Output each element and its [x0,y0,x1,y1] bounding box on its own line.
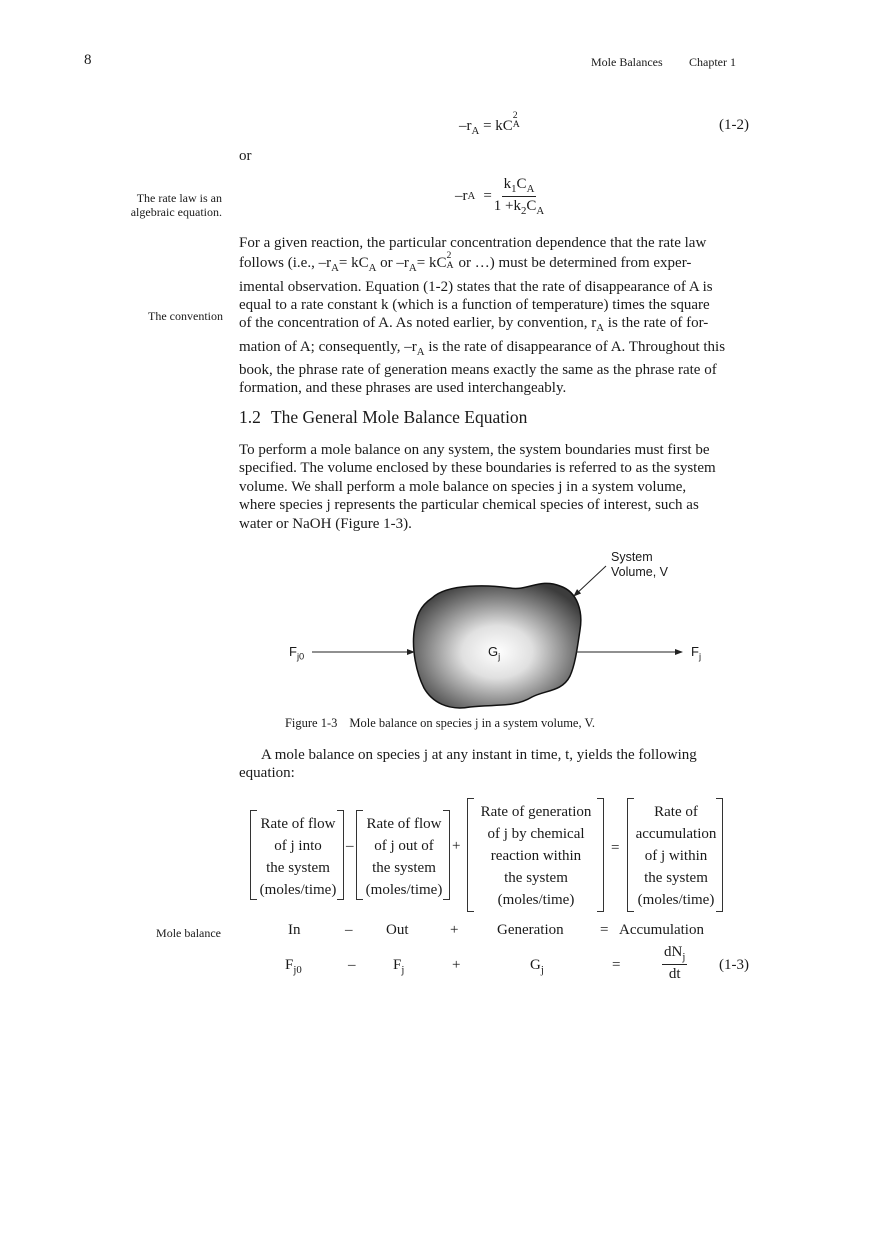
text-sub: A [408,262,417,275]
term-line: Rate of [654,804,698,820]
eq13-fraction [662,944,687,983]
eq-equals: = [479,118,496,134]
operator-minus: – [346,838,354,854]
eq13-minus: – [348,957,356,973]
eq13-sub: j [401,963,405,976]
word-equals: = [600,922,609,938]
word-plus: + [450,922,459,938]
text-seg: is the rate of disappearance of A. Throughout this [424,338,726,355]
term-outflow [358,813,450,901]
text-sub: A [596,322,605,335]
term-line: the system [266,860,330,876]
text-line: equal to a rate constant k (which is a function of temperature) times the square [239,296,710,313]
alt-lhs: –r [455,187,468,204]
word-accumulation: Accumulation [619,922,704,938]
or-text: or [239,148,252,164]
inflow-label [289,644,304,661]
eq-lhs: –r [459,118,472,134]
term-line: of j within [644,848,708,864]
running-title: Mole Balances [591,55,663,69]
text-seg: = kC [416,255,447,272]
section-number: 1.2 [239,407,261,427]
eq13-f-in [285,957,302,976]
term-line: Rate of flow [366,816,442,832]
text-line: volume. We shall perform a mole balance on species j in a system volume, [239,478,687,495]
den-term: 1 +k [493,197,521,214]
figure-caption-text: Mole balance on species j in a system volume, V. [349,716,596,730]
eq13-equals: = [612,957,621,973]
text-seg: follows (i.e., –r [239,255,332,272]
text-seg: = kC [338,255,369,272]
term-line: the system [504,870,568,886]
figure-caption-label: Figure 1-3 [284,716,338,730]
eq13-sym: G [530,957,541,973]
text-line: where species j represents the particular chemical species of interest, such as [239,497,699,514]
eq13-f-out [393,957,404,976]
term-line: of j into [274,838,322,854]
equation-number-1-2: (1-2) [719,117,749,133]
chapter-label: Chapter 1 [689,55,736,69]
margin-note-line: The rate law is an [136,191,222,205]
margin-note-convention: The convention [148,309,223,323]
term-line: the system [644,870,708,886]
eq-rhs: kC [495,118,513,134]
den-k-sub: 2 [521,204,527,217]
margin-note-line: algebraic equation. [130,205,222,219]
label-main: F [691,644,699,659]
term-line: of j out of [374,838,434,854]
word-minus: – [345,922,353,938]
eq13-g [530,957,544,976]
term-line: Rate of generation [480,804,592,820]
text-line: formation, and these phrases are used interchangeably. [239,380,567,397]
eq13-plus: + [452,957,461,973]
system-volume-label [611,550,668,580]
eq13-num-text: dN [664,944,683,960]
label-sub: j [698,651,702,662]
term-inflow [252,813,344,901]
text-line: book, the phrase rate of generation means exactly the same as the phrase rate of [239,361,717,378]
text-seg: or …) must be determined from exper- [454,255,692,272]
den-c-sub: A [536,204,545,217]
num-c: C [516,176,527,192]
eq13-sym: F [393,957,402,973]
num-c-sub: A [526,182,535,195]
label-sub: j [498,651,501,662]
label-main: F [289,644,297,659]
alt-equals: = [483,187,492,204]
eq-rhs-sup: 2 [512,109,518,121]
equation-number-1-3: (1-3) [719,957,749,973]
text-line: For a given reaction, the particular concentration dependence that the rate law [239,235,707,251]
text-seg: of the concentration of A. As noted earlier, by convention, r [239,315,597,332]
operator-plus: + [452,838,461,854]
label-line: System [611,550,653,564]
term-accumulation [628,801,724,911]
text-line: specified. The volume enclosed by these boundaries is referred to as the system [239,460,716,477]
text-sub: A [368,262,377,275]
word-generation: Generation [497,922,564,938]
term-line: (moles/time) [365,882,443,898]
term-line: (moles/time) [637,892,715,908]
eq13-sub: j [540,963,544,976]
text-line: imental observation. Equation (1-2) states that the rate of disappearance of A is [239,278,713,295]
eq-lhs-sub: A [471,124,480,137]
term-line: of j by chemical [487,826,585,842]
text-seg: or –r [376,255,409,272]
text-sub: A [331,262,339,275]
num-k: k [503,176,512,192]
margin-note-mole-balance: Mole balance [156,926,221,940]
text-line: To perform a mole balance on any system, the system boundaries must first be [239,442,710,458]
term-line: (moles/time) [497,892,575,908]
figure-caption [0,716,880,731]
page-number: 8 [84,52,92,68]
term-line: (moles/time) [259,882,337,898]
text-seg: mation of A; consequently, –r [239,338,417,355]
outflow-label [691,644,701,661]
num-k-sub: 1 [511,182,517,195]
paragraph-mole-balance-intro [239,746,753,783]
word-out: Out [386,922,409,938]
operator-equals: = [611,840,620,856]
text-sub: A [446,259,454,271]
text-line: water or NaOH (Figure 1-3). [239,515,412,532]
text-sub: A [416,345,425,358]
eq13-sub: j0 [293,963,302,976]
label-main: G [488,644,499,659]
system-volume-pointer-arrow [574,566,606,596]
generation-label [488,644,500,661]
den-c: C [526,197,537,214]
term-line: accumulation [635,826,717,842]
term-line: the system [372,860,436,876]
eq13-numerator [662,944,687,965]
text-line: A mole balance on species j at any instant in time, t, yields the following [261,747,697,763]
eq13-derivative [662,944,687,983]
label-line: Volume, V [611,565,668,579]
eq-rhs-sub: A [512,119,520,131]
word-in: In [288,922,301,938]
term-generation [469,801,603,911]
eq13-sym: F [285,957,294,973]
term-line: Rate of flow [260,816,336,832]
text-line: equation: [239,765,295,782]
text-sup: 2 [446,250,452,262]
label-sub: j0 [296,651,305,662]
term-line: reaction within [490,848,582,864]
eq13-denominator: dt [668,965,681,982]
text-seg: is the rate of for- [604,315,709,332]
alt-lhs-sub: A [467,190,476,203]
eq13-num-sub: j [682,950,686,963]
section-title: The General Mole Balance Equation [270,407,528,427]
